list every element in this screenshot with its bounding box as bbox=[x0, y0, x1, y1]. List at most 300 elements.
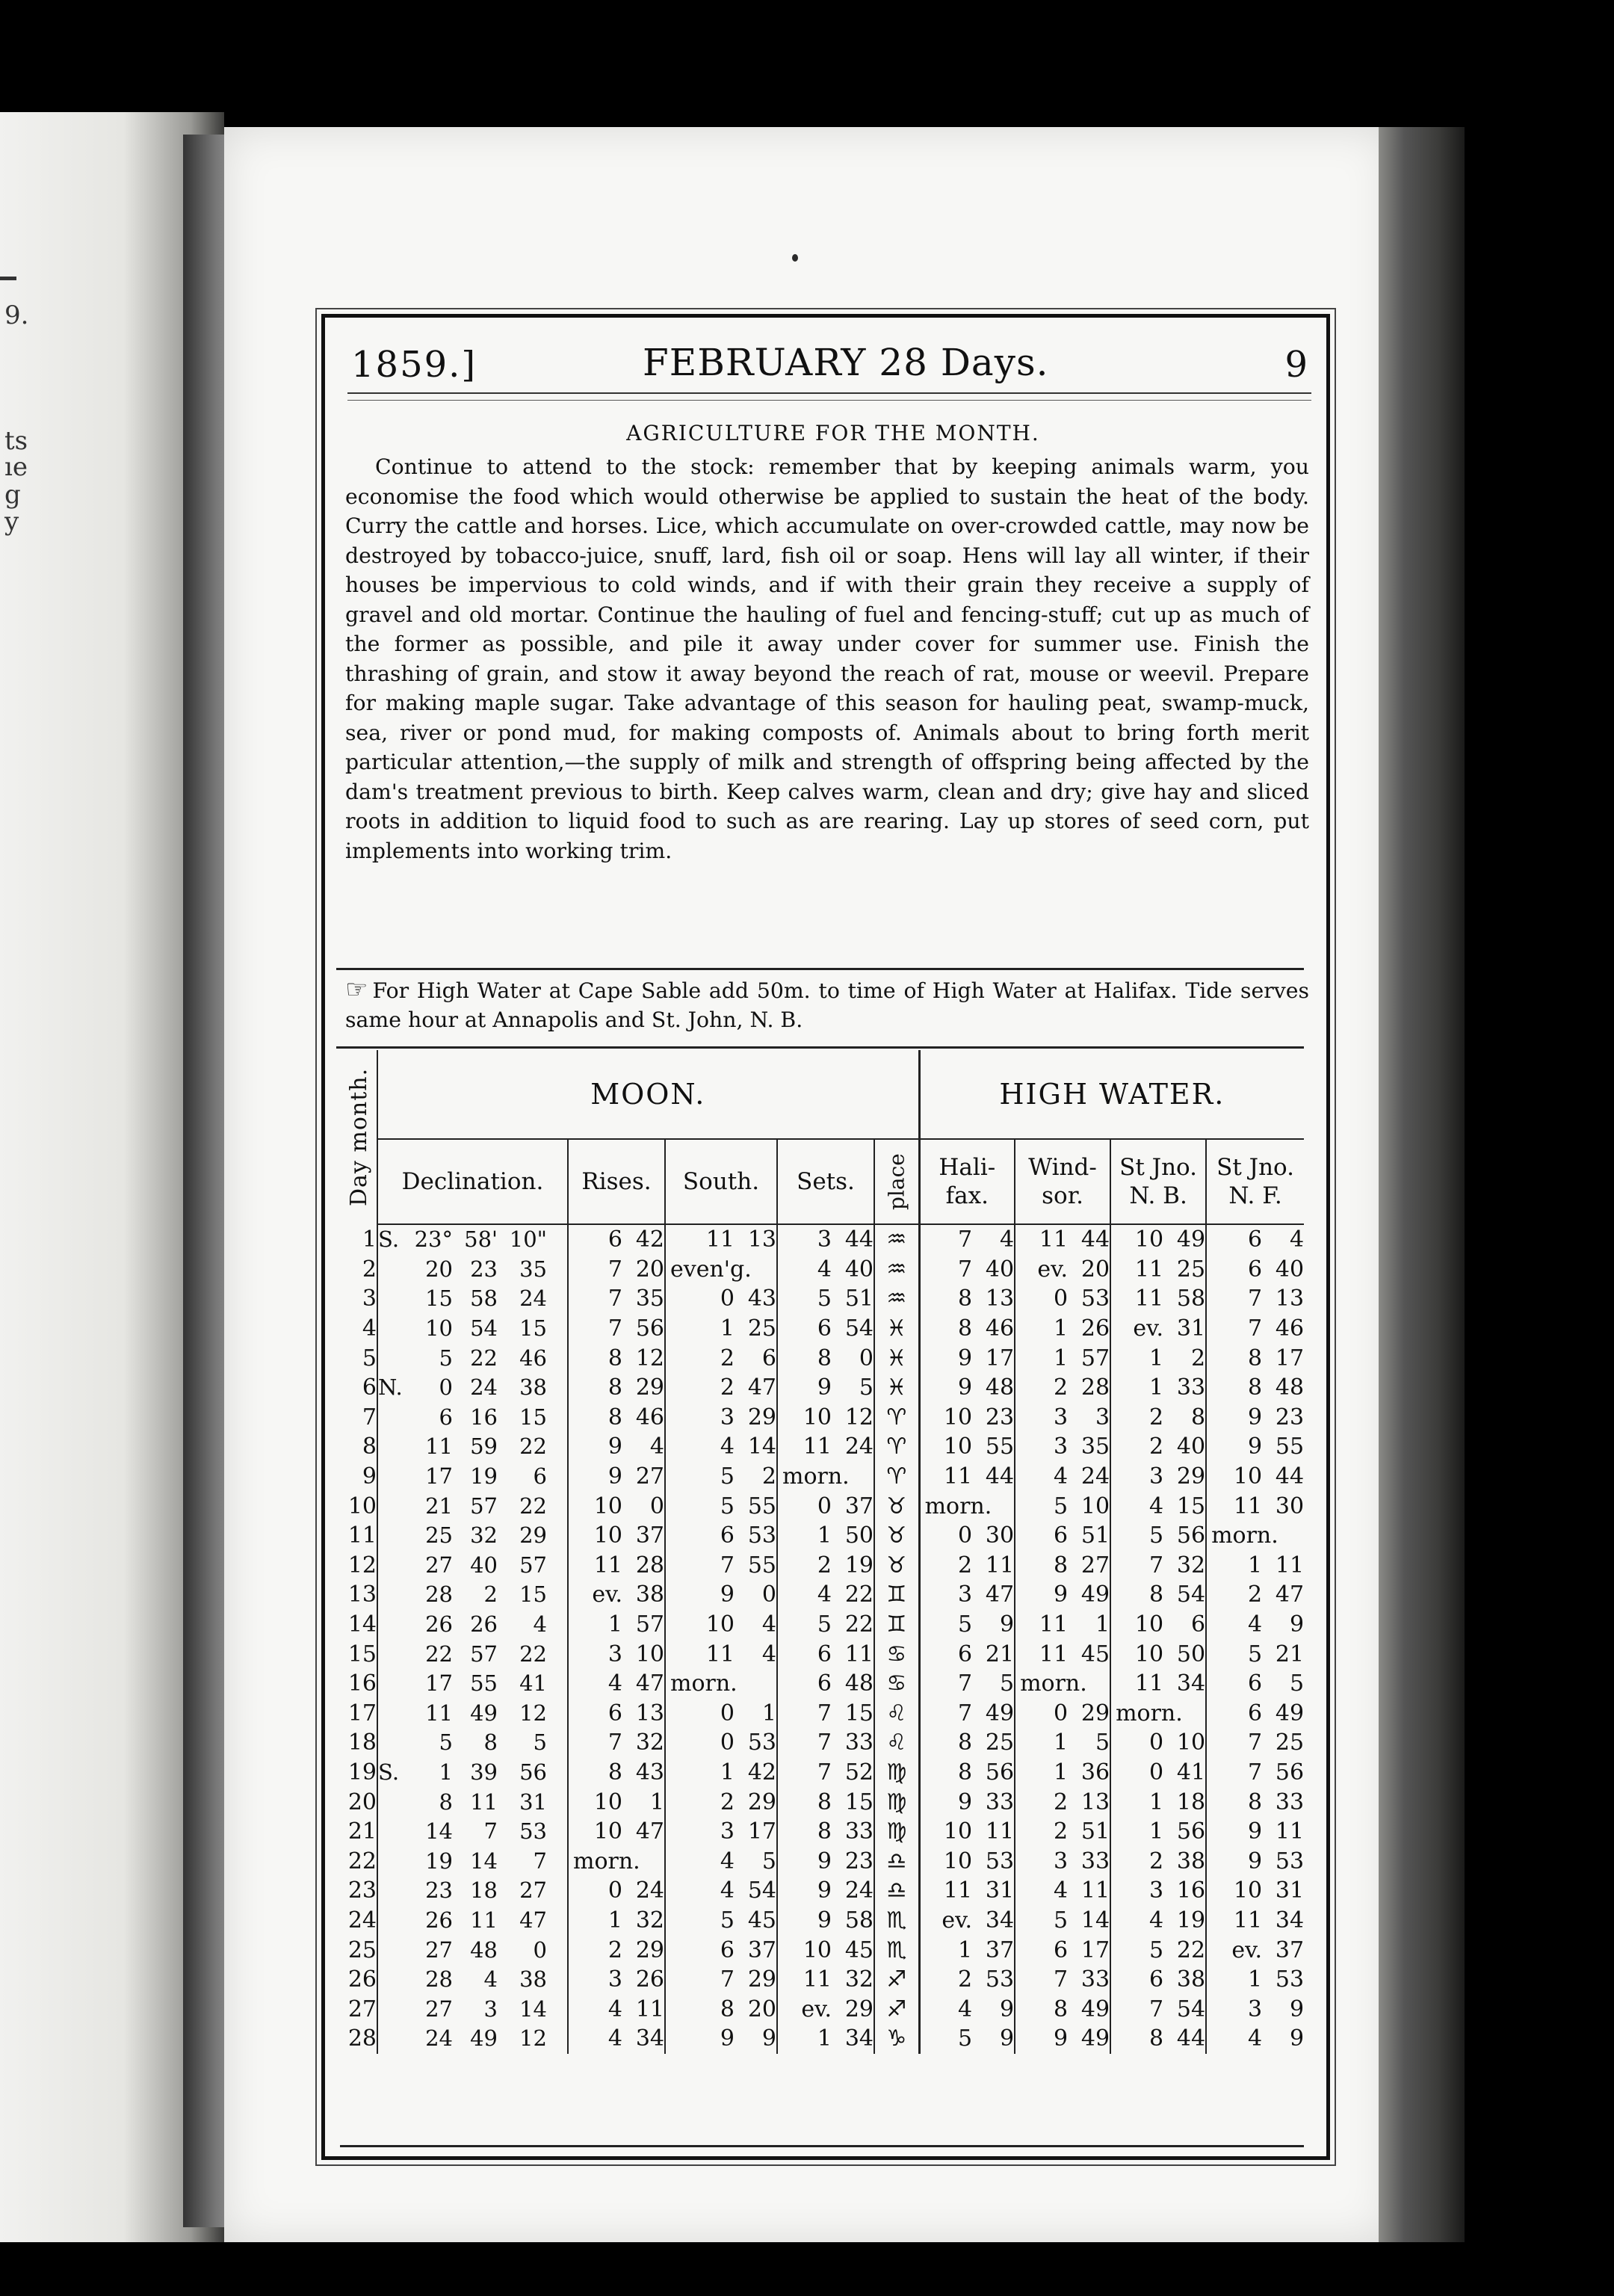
st-johns-nf-cell: 10 44 bbox=[1233, 1463, 1305, 1490]
day-cell: 19 bbox=[340, 1758, 377, 1788]
zodiac-place-cell: ♈ bbox=[874, 1432, 919, 1462]
st-johns-nf-cell: 7 46 bbox=[1248, 1315, 1305, 1342]
windsor-cell: morn. bbox=[1015, 1669, 1110, 1699]
windsor-cell: 1 26 bbox=[1015, 1314, 1110, 1344]
halifax-cell: 8 56 bbox=[919, 1758, 1015, 1788]
table-row bbox=[340, 1462, 1304, 1492]
moon-rises-cell: 2 29 bbox=[568, 1935, 665, 1965]
moon-rises-cell: 7 56 bbox=[568, 1314, 665, 1344]
windsor-cell: 1 5 bbox=[1015, 1728, 1110, 1758]
moon-south-cell: 11 4 bbox=[665, 1639, 777, 1669]
moon-rises-cell: 3 10 bbox=[568, 1639, 665, 1669]
windsor-cell: 11 1 bbox=[1015, 1610, 1110, 1640]
zodiac-place-cell: ♌ bbox=[874, 1699, 919, 1729]
paper-speck bbox=[792, 254, 798, 262]
table-row bbox=[340, 1224, 1304, 1255]
almanac-table bbox=[340, 1050, 1304, 2054]
st-johns-nf-cell: 9 53 bbox=[1248, 1848, 1305, 1874]
day-cell: 1 bbox=[340, 1224, 377, 1255]
table-row bbox=[340, 1639, 1304, 1669]
st-john-nb-cell: 1 2 bbox=[1110, 1343, 1206, 1373]
st-john-nb-cell: 3 29 bbox=[1110, 1462, 1206, 1492]
moon-sets-cell: 7 15 bbox=[777, 1699, 874, 1729]
moon-rises-cell: 9 27 bbox=[568, 1462, 665, 1492]
zodiac-place-cell: ♓ bbox=[874, 1373, 919, 1403]
moon-south-cell: 7 55 bbox=[665, 1551, 777, 1581]
declination-cell: 26 26 4 bbox=[377, 1610, 568, 1640]
st-johns-nf-header: St Jno. N. F. bbox=[1206, 1139, 1304, 1224]
st-johns-nf-cell: ev. 37 bbox=[1231, 1937, 1305, 1963]
moon-sets-cell: 8 33 bbox=[777, 1817, 874, 1847]
halifax-cell: 8 13 bbox=[919, 1284, 1015, 1314]
zodiac-place-cell: ♍ bbox=[874, 1817, 919, 1847]
table-row bbox=[340, 1728, 1304, 1758]
halifax-cell: 2 53 bbox=[919, 1965, 1015, 1995]
zodiac-place-cell: ♐ bbox=[874, 1994, 919, 2024]
zodiac-place-cell: ♎ bbox=[874, 1876, 919, 1906]
day-cell: 28 bbox=[340, 2024, 377, 2054]
st-johns-nf-cell: 5 21 bbox=[1248, 1641, 1305, 1667]
moon-south-cell: 8 20 bbox=[665, 1994, 777, 2024]
st-johns-nf-cell: 1 11 bbox=[1248, 1552, 1305, 1578]
st-johns-nf-cell: 6 4 bbox=[1248, 1226, 1305, 1253]
declination-cell: 11 49 12 bbox=[377, 1699, 568, 1729]
declination-cell: 17 19 6 bbox=[377, 1462, 568, 1492]
windsor-header: Wind- sor. bbox=[1015, 1139, 1110, 1224]
header-rule-thin bbox=[347, 400, 1311, 401]
st-johns-nf-cell: 10 31 bbox=[1233, 1877, 1305, 1904]
header-rule bbox=[347, 392, 1311, 394]
moon-rises-cell: 7 35 bbox=[568, 1284, 665, 1314]
zodiac-place-cell: ♓ bbox=[874, 1314, 919, 1344]
moon-rises-cell: 4 47 bbox=[568, 1669, 665, 1699]
moon-sets-cell: 5 22 bbox=[777, 1610, 874, 1640]
halifax-cell: ev. 34 bbox=[919, 1906, 1015, 1936]
table-row bbox=[340, 1551, 1304, 1581]
moon-south-cell: 2 29 bbox=[665, 1787, 777, 1817]
moon-sets-cell: 7 52 bbox=[777, 1758, 874, 1788]
halifax-cell: 8 46 bbox=[919, 1314, 1015, 1344]
moon-south-cell: 9 9 bbox=[665, 2024, 777, 2054]
moon-sets-cell: 4 40 bbox=[777, 1255, 874, 1285]
moon-sets-cell: 11 24 bbox=[777, 1432, 874, 1462]
moon-rises-cell: 1 57 bbox=[568, 1610, 665, 1640]
declination-cell: 11 59 22 bbox=[377, 1432, 568, 1462]
day-cell: 3 bbox=[340, 1284, 377, 1314]
section-title: AGRICULTURE FOR THE MONTH. bbox=[626, 421, 1040, 445]
moon-south-cell: 0 1 bbox=[665, 1699, 777, 1729]
st-john-nb-cell: 2 40 bbox=[1110, 1432, 1206, 1462]
declination-cell: 25 32 29 bbox=[377, 1521, 568, 1551]
st-john-nb-cell: 10 50 bbox=[1110, 1639, 1206, 1669]
moon-south-cell: 4 5 bbox=[665, 1846, 777, 1876]
st-john-nb-cell: 4 15 bbox=[1110, 1491, 1206, 1521]
declination-cell: 27 3 14 bbox=[377, 1994, 568, 2024]
halifax-cell: 7 49 bbox=[919, 1699, 1015, 1729]
st-johns-nf-cell: 4 9 bbox=[1248, 1611, 1305, 1638]
declination-cell: N. 0 24 38 bbox=[377, 1373, 568, 1403]
facing-page-fragment: ıe bbox=[4, 452, 28, 482]
moon-south-cell: morn. bbox=[665, 1669, 777, 1699]
windsor-cell: 2 13 bbox=[1015, 1787, 1110, 1817]
table-row bbox=[340, 1906, 1304, 1936]
windsor-cell: 3 33 bbox=[1015, 1846, 1110, 1876]
moon-sets-cell: ev. 29 bbox=[777, 1994, 874, 2024]
st-johns-nf-cell: morn. bbox=[1211, 1522, 1278, 1549]
moon-rises-cell: 7 32 bbox=[568, 1728, 665, 1758]
windsor-cell: 3 35 bbox=[1015, 1432, 1110, 1462]
moon-south-cell: 7 29 bbox=[665, 1965, 777, 1995]
zodiac-place-cell: ♋ bbox=[874, 1669, 919, 1699]
moon-sets-cell: 1 34 bbox=[777, 2024, 874, 2054]
windsor-cell: 8 49 bbox=[1015, 1994, 1110, 2024]
day-cell: 18 bbox=[340, 1728, 377, 1758]
windsor-cell: 2 51 bbox=[1015, 1817, 1110, 1847]
moon-rises-cell: morn. bbox=[568, 1846, 665, 1876]
windsor-cell: 6 17 bbox=[1015, 1935, 1110, 1965]
st-john-nb-cell: 8 54 bbox=[1110, 1580, 1206, 1610]
table-row bbox=[340, 1580, 1304, 1610]
declination-cell: 27 48 0 bbox=[377, 1935, 568, 1965]
halifax-cell: 9 17 bbox=[919, 1343, 1015, 1373]
table-row bbox=[340, 1521, 1304, 1551]
windsor-cell: 2 28 bbox=[1015, 1373, 1110, 1403]
st-john-nb-header: St Jno. N. B. bbox=[1110, 1139, 1206, 1224]
moon-rises-cell: 10 1 bbox=[568, 1787, 665, 1817]
st-johns-nf-cell: 11 30 bbox=[1233, 1493, 1305, 1519]
halifax-cell: 0 30 bbox=[919, 1521, 1015, 1551]
moon-south-cell: 10 4 bbox=[665, 1610, 777, 1640]
st-john-nb-cell: 2 8 bbox=[1110, 1403, 1206, 1433]
st-john-nb-cell: 7 32 bbox=[1110, 1551, 1206, 1581]
agriculture-text: Continue to attend to the stock: remember that by keeping animals warm, you economise the food which would otherwise be applied to sustain the heat of the body. Curry the cattle and horses. Lice, which accumulate on over-crowded cattle, may now be destroyed by tobacco-juice, snuff, lard, fish oil or soap. Hens will lay all winter, if their houses be impervious to cold winds, and if with their grain they receive a supply of gravel and old mortar. Continue the hauling of fuel and fencing-stuff; cut up as much of the former as possible, and pile it away under cover for summer use. Finish the thrashing of grain, and stow it away beyond the reach of rat, mouse or weevil. Prepare for making maple sugar. Take advantage of this season for hauling peat, swamp-muck, sea, river or pond mud, for making composts of. Animals about to bring forth merit particular attention,—the supply of milk and strength of offspring being affected by the dam's treatment previous to birth. Keep calves warm, clean and dry; give hay and sliced roots in addition to liquid food to such as are rearing. Lay up stores of seed corn, put implements into working trim. bbox=[345, 454, 1309, 863]
st-john-nb-cell: 10 6 bbox=[1110, 1610, 1206, 1640]
st-john-nb-cell: 0 10 bbox=[1110, 1728, 1206, 1758]
st-johns-nf-cell: 6 49 bbox=[1248, 1700, 1305, 1726]
declination-cell: 27 40 57 bbox=[377, 1551, 568, 1581]
halifax-cell: 11 44 bbox=[919, 1462, 1015, 1492]
moon-sets-cell: 5 51 bbox=[777, 1284, 874, 1314]
page-title: FEBRUARY 28 Days. bbox=[643, 341, 1049, 384]
table-row bbox=[340, 1343, 1304, 1373]
st-john-nb-cell: 5 56 bbox=[1110, 1521, 1206, 1551]
windsor-cell: 1 36 bbox=[1015, 1758, 1110, 1788]
moon-south-cell: 3 29 bbox=[665, 1403, 777, 1433]
table-row bbox=[340, 2024, 1304, 2054]
windsor-cell: 1 57 bbox=[1015, 1343, 1110, 1373]
windsor-cell: 3 3 bbox=[1015, 1403, 1110, 1433]
declination-cell: 24 49 12 bbox=[377, 2024, 568, 2054]
moon-rises-cell: 6 13 bbox=[568, 1699, 665, 1729]
moon-sets-cell: 9 5 bbox=[777, 1373, 874, 1403]
windsor-cell: 6 51 bbox=[1015, 1521, 1110, 1551]
st-john-nb-cell: 0 41 bbox=[1110, 1758, 1206, 1788]
high-water-header: HIGH WATER. bbox=[919, 1050, 1304, 1139]
tide-note-text: For High Water at Cape Sable add 50m. to time of High Water at Halifax. Tide serves same hour at Annapolis and St. John, N. B. bbox=[345, 978, 1309, 1032]
zodiac-place-cell: ♍ bbox=[874, 1758, 919, 1788]
declination-header: Declination. bbox=[377, 1139, 568, 1224]
moon-south-cell: 4 14 bbox=[665, 1432, 777, 1462]
moon-south-cell: 5 45 bbox=[665, 1906, 777, 1936]
zodiac-place-cell: ♏ bbox=[874, 1935, 919, 1965]
st-johns-nf-cell: 1 53 bbox=[1248, 1966, 1305, 1993]
declination-cell: 22 57 22 bbox=[377, 1639, 568, 1669]
facing-page-fragment: g bbox=[4, 480, 21, 510]
sets-header: Sets. bbox=[777, 1139, 874, 1224]
table-row bbox=[340, 1314, 1304, 1344]
moon-sets-cell: 6 48 bbox=[777, 1669, 874, 1699]
st-john-nb-cell: 7 54 bbox=[1110, 1994, 1206, 2024]
table-row bbox=[340, 1669, 1304, 1699]
moon-sets-cell: 10 45 bbox=[777, 1935, 874, 1965]
moon-south-cell: 5 55 bbox=[665, 1491, 777, 1521]
moon-sets-cell: 3 44 bbox=[777, 1224, 874, 1255]
moon-rises-cell: 8 29 bbox=[568, 1373, 665, 1403]
day-cell: 23 bbox=[340, 1876, 377, 1906]
declination-cell: 23 18 27 bbox=[377, 1876, 568, 1906]
moon-rises-cell: 0 24 bbox=[568, 1876, 665, 1906]
day-cell: 2 bbox=[340, 1255, 377, 1285]
moon-sets-cell: 8 0 bbox=[777, 1343, 874, 1373]
windsor-cell: 0 29 bbox=[1015, 1699, 1110, 1729]
table-row bbox=[340, 1432, 1304, 1462]
moon-sets-cell: 8 15 bbox=[777, 1787, 874, 1817]
halifax-cell: 7 40 bbox=[919, 1255, 1015, 1285]
moon-rises-cell: 10 0 bbox=[568, 1491, 665, 1521]
declination-cell: 14 7 53 bbox=[377, 1817, 568, 1847]
table-row bbox=[340, 1491, 1304, 1521]
moon-sets-cell: 4 22 bbox=[777, 1580, 874, 1610]
moon-south-cell: 2 47 bbox=[665, 1373, 777, 1403]
day-cell: 17 bbox=[340, 1699, 377, 1729]
zodiac-place-cell: ♐ bbox=[874, 1965, 919, 1995]
st-john-nb-cell: ev. 31 bbox=[1110, 1314, 1206, 1344]
moon-rises-cell: 6 42 bbox=[568, 1224, 665, 1255]
day-cell: 16 bbox=[340, 1669, 377, 1699]
zodiac-place-cell: ♋ bbox=[874, 1639, 919, 1669]
declination-cell: 6 16 15 bbox=[377, 1403, 568, 1433]
declination-cell: 26 11 47 bbox=[377, 1906, 568, 1936]
moon-rises-cell: 1 32 bbox=[568, 1906, 665, 1936]
table-top-rule bbox=[336, 1046, 1304, 1049]
halifax-cell: 10 53 bbox=[919, 1846, 1015, 1876]
moon-sets-cell: 9 24 bbox=[777, 1876, 874, 1906]
halifax-cell: 10 55 bbox=[919, 1432, 1015, 1462]
table-row bbox=[340, 1699, 1304, 1729]
declination-cell: 19 14 7 bbox=[377, 1846, 568, 1876]
moon-south-cell: 5 2 bbox=[665, 1462, 777, 1492]
day-cell: 7 bbox=[340, 1403, 377, 1433]
zodiac-place-cell: ♒ bbox=[874, 1284, 919, 1314]
day-cell: 6 bbox=[340, 1373, 377, 1403]
moon-rises-cell: 10 37 bbox=[568, 1521, 665, 1551]
st-john-nb-cell: 5 22 bbox=[1110, 1935, 1206, 1965]
declination-cell: 20 23 35 bbox=[377, 1255, 568, 1285]
moon-rises-cell: ev. 38 bbox=[568, 1580, 665, 1610]
zodiac-place-cell: ♏ bbox=[874, 1906, 919, 1936]
moon-header: MOON. bbox=[377, 1050, 919, 1139]
table-row bbox=[340, 1935, 1304, 1965]
halifax-cell: 9 48 bbox=[919, 1373, 1015, 1403]
st-johns-nf-cell: 7 13 bbox=[1248, 1286, 1305, 1312]
moon-south-cell: 6 53 bbox=[665, 1521, 777, 1551]
declination-cell: 5 22 46 bbox=[377, 1343, 568, 1373]
page-number: 9 bbox=[1284, 344, 1308, 386]
st-john-nb-cell: 11 34 bbox=[1110, 1669, 1206, 1699]
st-john-nb-cell: 4 19 bbox=[1110, 1906, 1206, 1936]
zodiac-place-cell: ♎ bbox=[874, 1846, 919, 1876]
halifax-cell: 3 47 bbox=[919, 1580, 1015, 1610]
st-john-nb-cell: 8 44 bbox=[1110, 2024, 1206, 2054]
moon-south-cell: 0 53 bbox=[665, 1728, 777, 1758]
st-john-nb-cell: 10 49 bbox=[1110, 1224, 1206, 1255]
rises-header: Rises. bbox=[568, 1139, 665, 1224]
day-cell: 24 bbox=[340, 1906, 377, 1936]
st-johns-nf-cell: 9 23 bbox=[1248, 1404, 1305, 1431]
zodiac-place-cell: ♉ bbox=[874, 1491, 919, 1521]
declination-cell: 8 11 31 bbox=[377, 1787, 568, 1817]
zodiac-place-cell: ♓ bbox=[874, 1343, 919, 1373]
declination-cell: 28 4 38 bbox=[377, 1965, 568, 1995]
moon-rises-cell: 8 43 bbox=[568, 1758, 665, 1788]
st-john-nb-cell: 3 16 bbox=[1110, 1876, 1206, 1906]
windsor-cell: 5 14 bbox=[1015, 1906, 1110, 1936]
moon-rises-cell: 10 47 bbox=[568, 1817, 665, 1847]
day-month-header: Day month. bbox=[340, 1050, 377, 1224]
halifax-cell: 11 31 bbox=[919, 1876, 1015, 1906]
day-cell: 5 bbox=[340, 1343, 377, 1373]
moon-rises-cell: 9 4 bbox=[568, 1432, 665, 1462]
halifax-cell: 9 33 bbox=[919, 1787, 1015, 1817]
table-row bbox=[340, 1994, 1304, 2024]
zodiac-place-cell: ♉ bbox=[874, 1551, 919, 1581]
declination-cell: 15 58 24 bbox=[377, 1284, 568, 1314]
st-johns-nf-cell: 8 17 bbox=[1248, 1345, 1305, 1371]
declination-cell: 17 55 41 bbox=[377, 1669, 568, 1699]
zodiac-place-cell: ♈ bbox=[874, 1403, 919, 1433]
table-row bbox=[340, 1373, 1304, 1403]
windsor-cell: 11 44 bbox=[1015, 1224, 1110, 1255]
book-page-edges bbox=[1379, 127, 1465, 2242]
halifax-cell: 10 11 bbox=[919, 1817, 1015, 1847]
windsor-cell: 11 45 bbox=[1015, 1639, 1110, 1669]
table-row bbox=[340, 1255, 1304, 1285]
day-cell: 12 bbox=[340, 1551, 377, 1581]
moon-south-cell: 3 17 bbox=[665, 1817, 777, 1847]
zodiac-place-cell: ♊ bbox=[874, 1610, 919, 1640]
table-row bbox=[340, 1817, 1304, 1847]
st-john-nb-cell: 6 38 bbox=[1110, 1965, 1206, 1995]
table-bottom-rule bbox=[340, 2145, 1304, 2147]
st-johns-nf-cell: 6 40 bbox=[1248, 1256, 1305, 1283]
moon-rises-cell: 8 12 bbox=[568, 1343, 665, 1373]
table-row bbox=[340, 1787, 1304, 1817]
halifax-cell: 1 37 bbox=[919, 1935, 1015, 1965]
moon-rises-cell: 3 26 bbox=[568, 1965, 665, 1995]
st-john-nb-cell: 11 25 bbox=[1110, 1255, 1206, 1285]
south-header: South. bbox=[665, 1139, 777, 1224]
zodiac-place-cell: ♒ bbox=[874, 1224, 919, 1255]
windsor-cell: 8 27 bbox=[1015, 1551, 1110, 1581]
moon-rises-cell: 4 11 bbox=[568, 1994, 665, 2024]
year-label: 1859.] bbox=[351, 344, 477, 386]
st-johns-nf-cell: 7 25 bbox=[1248, 1729, 1305, 1756]
day-cell: 13 bbox=[340, 1580, 377, 1610]
st-john-nb-cell: 1 56 bbox=[1110, 1817, 1206, 1847]
moon-sets-cell: 2 19 bbox=[777, 1551, 874, 1581]
windsor-cell: 0 53 bbox=[1015, 1284, 1110, 1314]
day-cell: 9 bbox=[340, 1462, 377, 1492]
halifax-cell: 8 25 bbox=[919, 1728, 1015, 1758]
place-header: place bbox=[874, 1139, 919, 1224]
day-cell: 11 bbox=[340, 1521, 377, 1551]
windsor-cell: ev. 20 bbox=[1015, 1255, 1110, 1285]
windsor-cell: 9 49 bbox=[1015, 1580, 1110, 1610]
moon-south-cell: 2 6 bbox=[665, 1343, 777, 1373]
halifax-cell: 5 9 bbox=[919, 2024, 1015, 2054]
moon-sets-cell: 10 12 bbox=[777, 1403, 874, 1433]
day-cell: 8 bbox=[340, 1432, 377, 1462]
halifax-cell: 2 11 bbox=[919, 1551, 1015, 1581]
st-johns-nf-cell: 3 9 bbox=[1248, 1996, 1305, 2022]
moon-sets-cell: 11 32 bbox=[777, 1965, 874, 1995]
st-john-nb-cell: 1 33 bbox=[1110, 1373, 1206, 1403]
st-johns-nf-cell: 6 5 bbox=[1248, 1670, 1305, 1697]
table-row bbox=[340, 1758, 1304, 1788]
page-header bbox=[351, 336, 1323, 389]
moon-sets-cell: 6 11 bbox=[777, 1639, 874, 1669]
st-johns-nf-cell: 8 33 bbox=[1248, 1789, 1305, 1815]
moon-south-cell: 11 13 bbox=[665, 1224, 777, 1255]
day-cell: 25 bbox=[340, 1935, 377, 1965]
zodiac-place-cell: ♒ bbox=[874, 1255, 919, 1285]
day-cell: 26 bbox=[340, 1965, 377, 1995]
day-cell: 27 bbox=[340, 1994, 377, 2024]
moon-sets-cell: 6 54 bbox=[777, 1314, 874, 1344]
halifax-cell: morn. bbox=[919, 1491, 1015, 1521]
windsor-cell: 7 33 bbox=[1015, 1965, 1110, 1995]
day-cell: 20 bbox=[340, 1787, 377, 1817]
day-cell: 22 bbox=[340, 1846, 377, 1876]
day-cell: 10 bbox=[340, 1491, 377, 1521]
zodiac-place-cell: ♊ bbox=[874, 1580, 919, 1610]
pointing-hand-icon: ☞ bbox=[345, 975, 368, 1004]
declination-cell: 5 8 5 bbox=[377, 1728, 568, 1758]
moon-sets-cell: 1 50 bbox=[777, 1521, 874, 1551]
table-row bbox=[340, 1876, 1304, 1906]
table-row bbox=[340, 1846, 1304, 1876]
st-johns-nf-cell: 8 48 bbox=[1248, 1374, 1305, 1401]
declination-cell: 21 57 22 bbox=[377, 1491, 568, 1521]
table-row bbox=[340, 1403, 1304, 1433]
declination-cell: S. 23° 58' 10" bbox=[377, 1224, 568, 1255]
moon-south-cell: 6 37 bbox=[665, 1935, 777, 1965]
moon-south-cell: 1 42 bbox=[665, 1758, 777, 1788]
moon-rises-cell: 8 46 bbox=[568, 1403, 665, 1433]
windsor-cell: 5 10 bbox=[1015, 1491, 1110, 1521]
moon-sets-cell: 9 23 bbox=[777, 1846, 874, 1876]
facing-page-fragment: 9. bbox=[4, 300, 29, 330]
st-johns-nf-cell: 11 34 bbox=[1233, 1907, 1305, 1934]
facing-page-rule bbox=[0, 277, 16, 280]
moon-sets-cell: 0 37 bbox=[777, 1491, 874, 1521]
zodiac-place-cell: ♈ bbox=[874, 1462, 919, 1492]
day-cell: 14 bbox=[340, 1610, 377, 1640]
moon-south-cell: 0 43 bbox=[665, 1284, 777, 1314]
moon-rises-cell: 7 20 bbox=[568, 1255, 665, 1285]
halifax-cell: 7 4 bbox=[919, 1224, 1015, 1255]
table-row bbox=[340, 1965, 1304, 1995]
